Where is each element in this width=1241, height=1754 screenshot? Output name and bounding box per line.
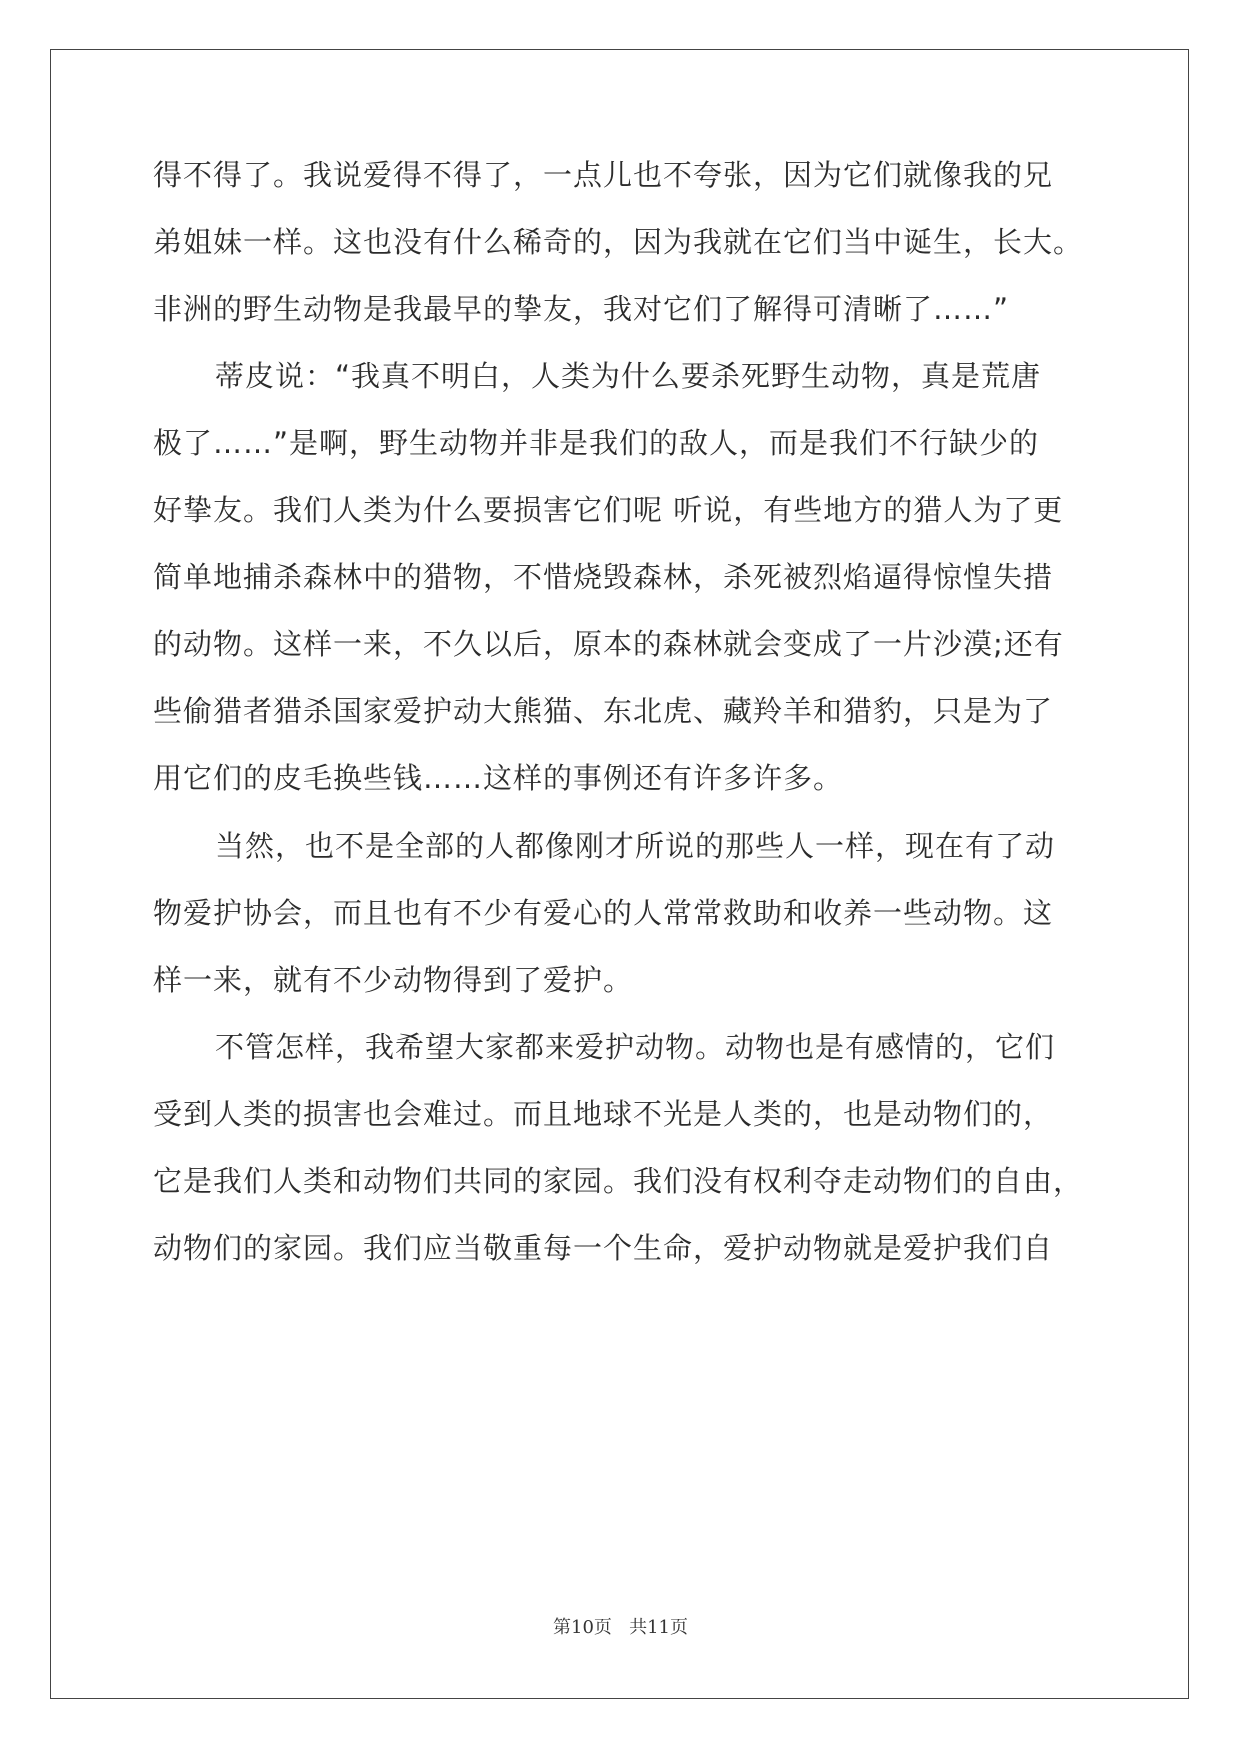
text-line: 非洲的野生动物是我最早的挚友，我对它们了解得可清晰了……” xyxy=(153,292,1010,326)
text-line: 些偷猎者猎杀国家爱护动大熊猫、东北虎、藏羚羊和猎豹，只是为了 xyxy=(153,694,1054,728)
paragraph-start-line: 当然，也不是全部的人都像刚才所说的那些人一样，现在有了动 xyxy=(215,829,1056,863)
text-line: 简单地捕杀森林中的猎物，不惜烧毁森林，杀死被烈焰逼得惊惶失措 xyxy=(153,560,1054,594)
text-line: 受到人类的损害也会难过。而且地球不光是人类的，也是动物们的， xyxy=(153,1097,1054,1131)
text-line: 弟姐妹一样。这也没有什么稀奇的，因为我就在它们当中诞生，长大。 xyxy=(153,225,1084,259)
text-line: 样一来，就有不少动物得到了爱护。 xyxy=(153,963,634,997)
text-line: 动物们的家园。我们应当敬重每一个生命，爱护动物就是爱护我们自 xyxy=(153,1231,1054,1265)
text-line: 的动物。这样一来，不久以后，原本的森林就会变成了一片沙漠;还有 xyxy=(153,627,1064,661)
text-line: 好挚友。我们人类为什么要损害它们呢 听说，有些地方的猎人为了更 xyxy=(153,493,1064,527)
paragraph-start-line: 不管怎样，我希望大家都来爱护动物。动物也是有感情的，它们 xyxy=(215,1030,1056,1064)
text-line: 得不得了。我说爱得不得了，一点儿也不夸张，因为它们就像我的兄 xyxy=(153,158,1054,192)
text-line: 它是我们人类和动物们共同的家园。我们没有权利夺走动物们的自由， xyxy=(153,1164,1084,1198)
text-line: 极了……”是啊，野生动物并非是我们的敌人，而是我们不行缺少的 xyxy=(153,426,1040,460)
text-line: 用它们的皮毛换些钱……这样的事例还有许多许多。 xyxy=(153,761,844,795)
text-line: 物爱护协会，而且也有不少有爱心的人常常救助和收养一些动物。这 xyxy=(153,896,1054,930)
page-number-footer: 第10页 共11页 xyxy=(553,1617,688,1638)
paragraph-start-line: 蒂皮说：“我真不明白，人类为什么要杀死野生动物，真是荒唐 xyxy=(215,359,1042,393)
